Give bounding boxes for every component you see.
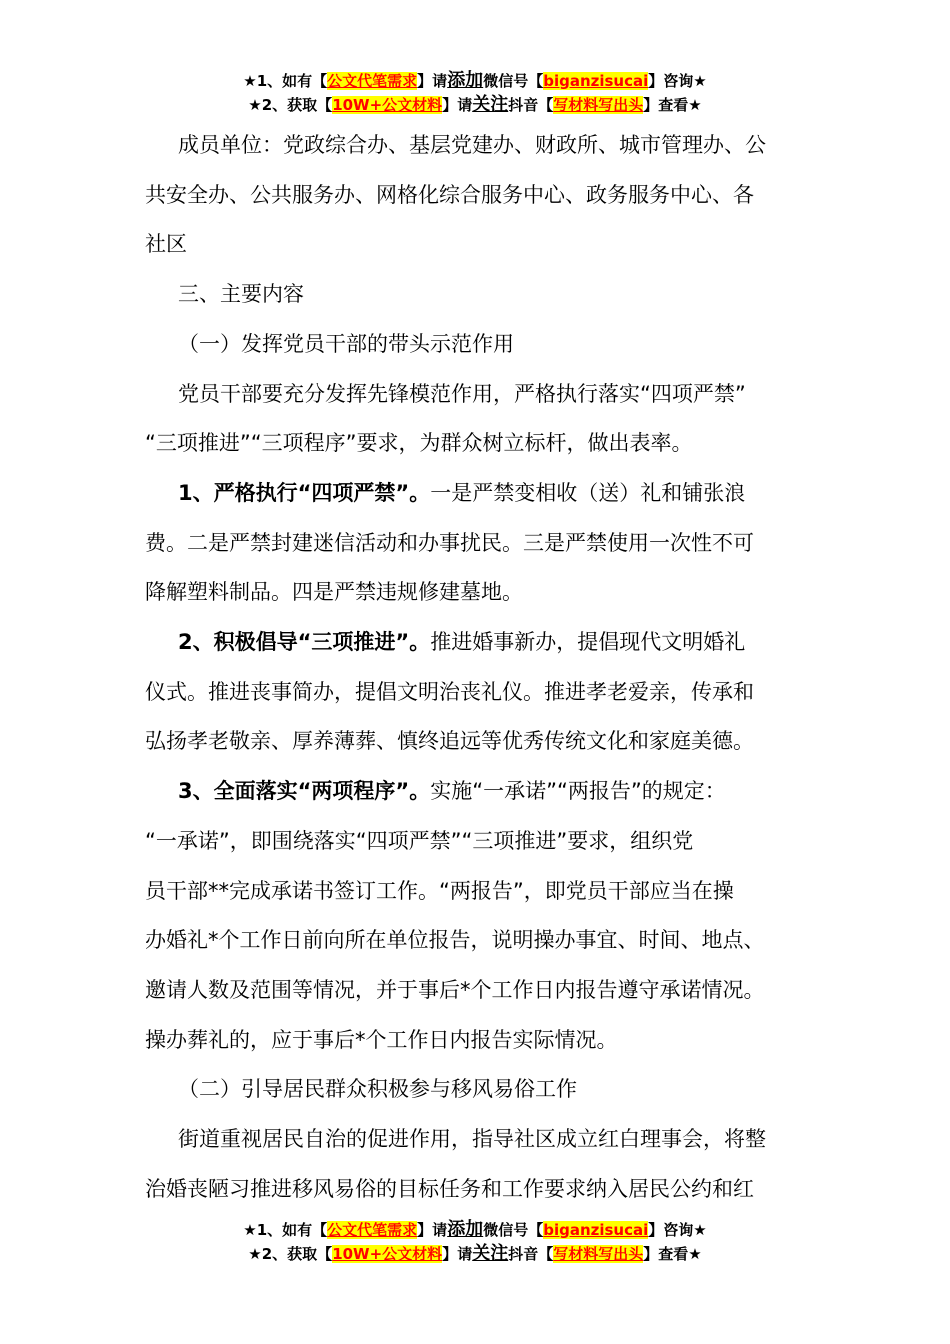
highlight: 公文代笔需求 [327, 72, 418, 90]
banner-text: ★1、如有【 [243, 72, 328, 90]
text-line [178, 130, 766, 160]
line-text: 费。二是严禁封建迷信活动和办事扰民。三是严禁使用一次性不可 [145, 530, 754, 555]
line-text: （一）发挥党员干部的带头示范作用 [178, 331, 514, 356]
highlight: 写材料写出头 [553, 96, 644, 114]
line-text: 操办葬礼的，应于事后*个工作日内报告实际情况。 [145, 1027, 618, 1052]
line-text: 弘扬孝老敬亲、厚养薄葬、慎终追远等优秀传统文化和家庭美德。 [145, 729, 754, 754]
text-line [145, 229, 187, 259]
text-line [145, 826, 693, 856]
text-line [145, 1025, 618, 1055]
line-text: 街道重视居民自治的促进作用，指导社区成立红白理事会，将整 [178, 1127, 766, 1151]
header-banner [0, 69, 950, 117]
text-line [145, 428, 693, 458]
highlight: 10W+公文材料 [332, 1245, 443, 1263]
banner-text: 微信号【 [483, 1221, 544, 1239]
text-line [145, 1174, 754, 1204]
text-line [178, 776, 726, 806]
banner-text: 】请 [442, 1245, 473, 1263]
banner-text: 】咨询★ [648, 72, 707, 90]
text-line [145, 975, 765, 1005]
text-line [145, 180, 754, 210]
line-text: 治婚丧陋习推进移风易俗的目标任务和工作要求纳入居民公约和红 [145, 1176, 754, 1201]
line-text: （二）引导居民群众积极参与移风易俗工作 [178, 1077, 577, 1102]
highlight: 公文代笔需求 [327, 1221, 418, 1239]
line-text: 降解塑料制品。四是严禁违规修建墓地。 [145, 580, 523, 605]
banner-text: ★1、如有【 [243, 1221, 328, 1239]
banner-text: 】请 [417, 72, 448, 90]
banner-text: 】请 [442, 96, 473, 114]
text-line [178, 1124, 766, 1154]
banner-text: 】查看★ [643, 96, 702, 114]
text-line [178, 379, 746, 409]
highlight: 写材料写出头 [553, 1245, 644, 1263]
line-text: 共安全办、公共服务办、网格化综合服务中心、政务服务中心、各 [145, 182, 754, 207]
bold-heading: 2、积极倡导“三项推进”。 [178, 630, 431, 654]
line-text: 三、主要内容 [178, 282, 304, 307]
text-line [178, 627, 745, 657]
text-line [145, 677, 754, 707]
line-text: 党员干部要充分发挥先锋模范作用，严格执行落实“四项严禁” [178, 381, 746, 406]
banner-text: 】咨询★ [648, 1221, 707, 1239]
line-text: 实施“一承诺”“两报告”的规定： [430, 779, 726, 804]
banner-text: ★2、获取【 [248, 1245, 333, 1263]
line-text: “一承诺”，即围绕落实“四项严禁”“三项推进”要求，组织党 [145, 828, 694, 853]
highlight: biganzisucai [543, 72, 649, 90]
banner-line-2 [0, 1242, 950, 1266]
bold-heading: 1、严格执行“四项严禁”。 [178, 480, 431, 505]
text-line [145, 726, 754, 756]
banner-line-2 [0, 93, 950, 117]
text-line [178, 329, 514, 359]
text-line [145, 925, 765, 955]
footer-banner [0, 1218, 950, 1266]
highlight: 10W+公文材料 [332, 96, 443, 114]
text-line [178, 1074, 577, 1104]
line-text: 推进婚事新办，提倡现代文明婚礼 [430, 630, 746, 654]
line-text: “三项推进”“三项程序”要求，为群众树立标杆，做出表率。 [145, 431, 693, 456]
text-line [145, 876, 734, 906]
banner-text: 】查看★ [643, 1245, 702, 1263]
bold-heading: 3、全面落实“两项程序”。 [178, 779, 431, 804]
line-text: 一是严禁变相收（送）礼和铺张浪 [430, 480, 746, 505]
banner-text: 抖音【 [508, 96, 554, 114]
line-text: 员干部**完成承诺书签订工作。“两报告”，即党员干部应当在操 [145, 878, 734, 903]
banner-line-1 [0, 1218, 950, 1242]
line-text: 办婚礼*个工作日前向所在单位报告，说明操办事宜、时间、地点、 [145, 928, 765, 953]
banner-emphasis: 添加 [447, 1219, 484, 1240]
banner-emphasis: 关注 [472, 1243, 509, 1264]
text-line [178, 478, 745, 508]
banner-text: 】请 [417, 1221, 448, 1239]
banner-text: ★2、获取【 [248, 96, 333, 114]
banner-text: 微信号【 [483, 72, 544, 90]
line-text: 仪式。推进丧事简办，提倡文明治丧礼仪。推进孝老爱亲，传承和 [145, 679, 754, 704]
text-line [145, 577, 523, 607]
banner-emphasis: 关注 [472, 94, 509, 115]
text-line [145, 528, 754, 558]
line-text: 社区 [145, 232, 187, 257]
line-text: 成员单位：党政综合办、基层党建办、财政所、城市管理办、公 [178, 133, 766, 157]
text-line [178, 279, 304, 309]
line-text: 邀请人数及范围等情况，并于事后*个工作日内报告遵守承诺情况。 [145, 977, 765, 1002]
banner-text: 抖音【 [508, 1245, 554, 1263]
banner-emphasis: 添加 [447, 70, 484, 91]
banner-line-1 [0, 69, 950, 93]
highlight: biganzisucai [543, 1221, 649, 1239]
